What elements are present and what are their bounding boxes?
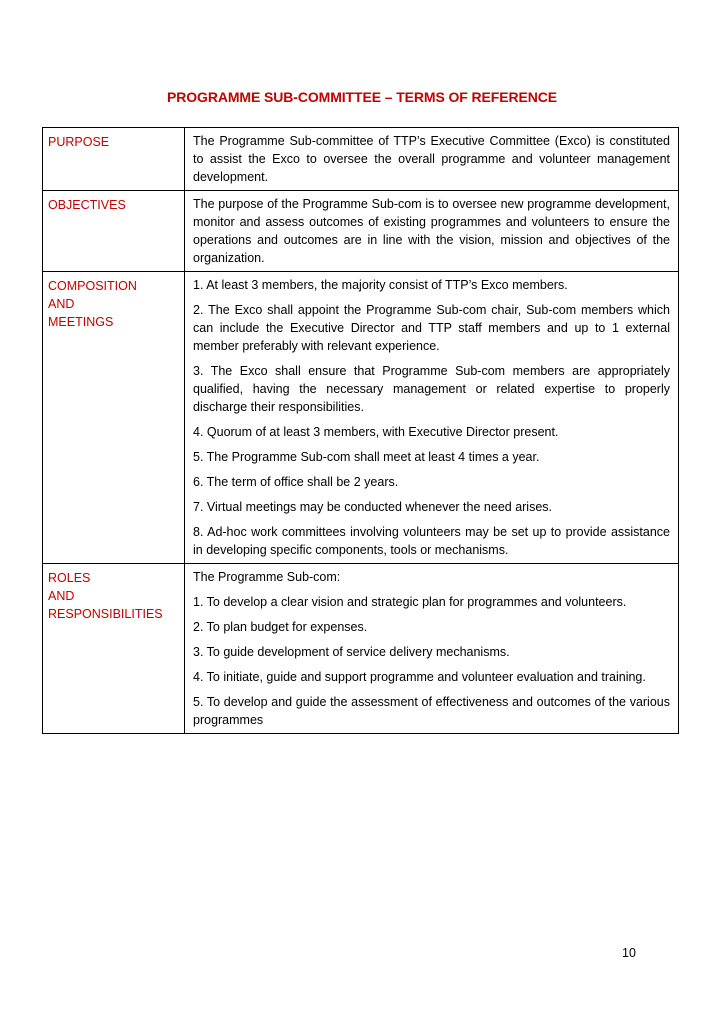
page-number: 10	[622, 946, 636, 960]
list-item: 4. Quorum of at least 3 members, with Executive Director present.	[193, 425, 559, 439]
page-title: PROGRAMME SUB-COMMITTEE – TERMS OF REFERENCE	[167, 89, 557, 105]
row-label-composition	[43, 272, 185, 564]
table-row-purpose	[43, 128, 679, 191]
list-item: 6. The term of office shall be 2 years.	[193, 475, 399, 489]
label-line: COMPOSITION	[48, 279, 137, 293]
label-line: ROLES	[48, 571, 91, 585]
list-item: 7. Virtual meetings may be conducted whenever the need arises.	[193, 500, 553, 514]
row-content-roles	[185, 564, 679, 734]
row-label-objectives: OBJECTIVES	[43, 191, 185, 272]
table-row-composition	[43, 272, 679, 564]
list-item: 2. The Exco shall appoint the Programme Sub-com chair, Sub-com members which can include the Executive Director and TTP staff members and up to 1 external member preferably with relevant experience.	[193, 303, 670, 353]
terms-of-reference-table	[42, 127, 679, 734]
list-item: 5. To develop and guide the assessment of effectiveness and outcomes of the various programmes	[193, 695, 670, 727]
roles-intro: The Programme Sub-com:	[193, 570, 341, 584]
list-item: 4. To initiate, guide and support programme and volunteer evaluation and training.	[193, 670, 646, 684]
row-content-purpose	[185, 128, 679, 191]
label-line: AND	[48, 297, 75, 311]
row-label-roles	[43, 564, 185, 734]
row-content-composition	[185, 272, 679, 564]
table-row-objectives	[43, 191, 679, 272]
list-item: 1. At least 3 members, the majority consist of TTP’s Exco members.	[193, 278, 568, 292]
list-item: 1. To develop a clear vision and strategic plan for programmes and volunteers.	[193, 595, 627, 609]
list-item: 2. To plan budget for expenses.	[193, 620, 368, 634]
list-item: 8. Ad-hoc work committees involving volunteers may be set up to provide assistance in developing specific components, tools or mechanisms.	[193, 525, 670, 557]
list-item: 5. The Programme Sub-com shall meet at least 4 times a year.	[193, 450, 540, 464]
row-content-objectives	[185, 191, 679, 272]
row-label-purpose: PURPOSE	[43, 128, 185, 191]
label-line: AND	[48, 589, 75, 603]
objectives-text: The purpose of the Programme Sub-com is to oversee new programme development, monitor and assess outcomes of existing programmes and volunteers to ensure the operations and outcomes are in line with the vision, mission and objectives of the organization.	[193, 197, 670, 265]
table-row-roles	[43, 564, 679, 734]
label-line: MEETINGS	[48, 315, 114, 329]
label-line: RESPONSIBILITIES	[48, 607, 163, 621]
purpose-text: The Programme Sub-committee of TTP’s Executive Committee (Exco) is constituted to assist the Exco to oversee the overall programme and volunteer management development.	[193, 134, 670, 184]
list-item: 3. The Exco shall ensure that Programme Sub-com members are appropriately qualified, having the necessary management or related expertise to properly discharge their responsibilities.	[193, 364, 670, 414]
list-item: 3. To guide development of service delivery mechanisms.	[193, 645, 510, 659]
